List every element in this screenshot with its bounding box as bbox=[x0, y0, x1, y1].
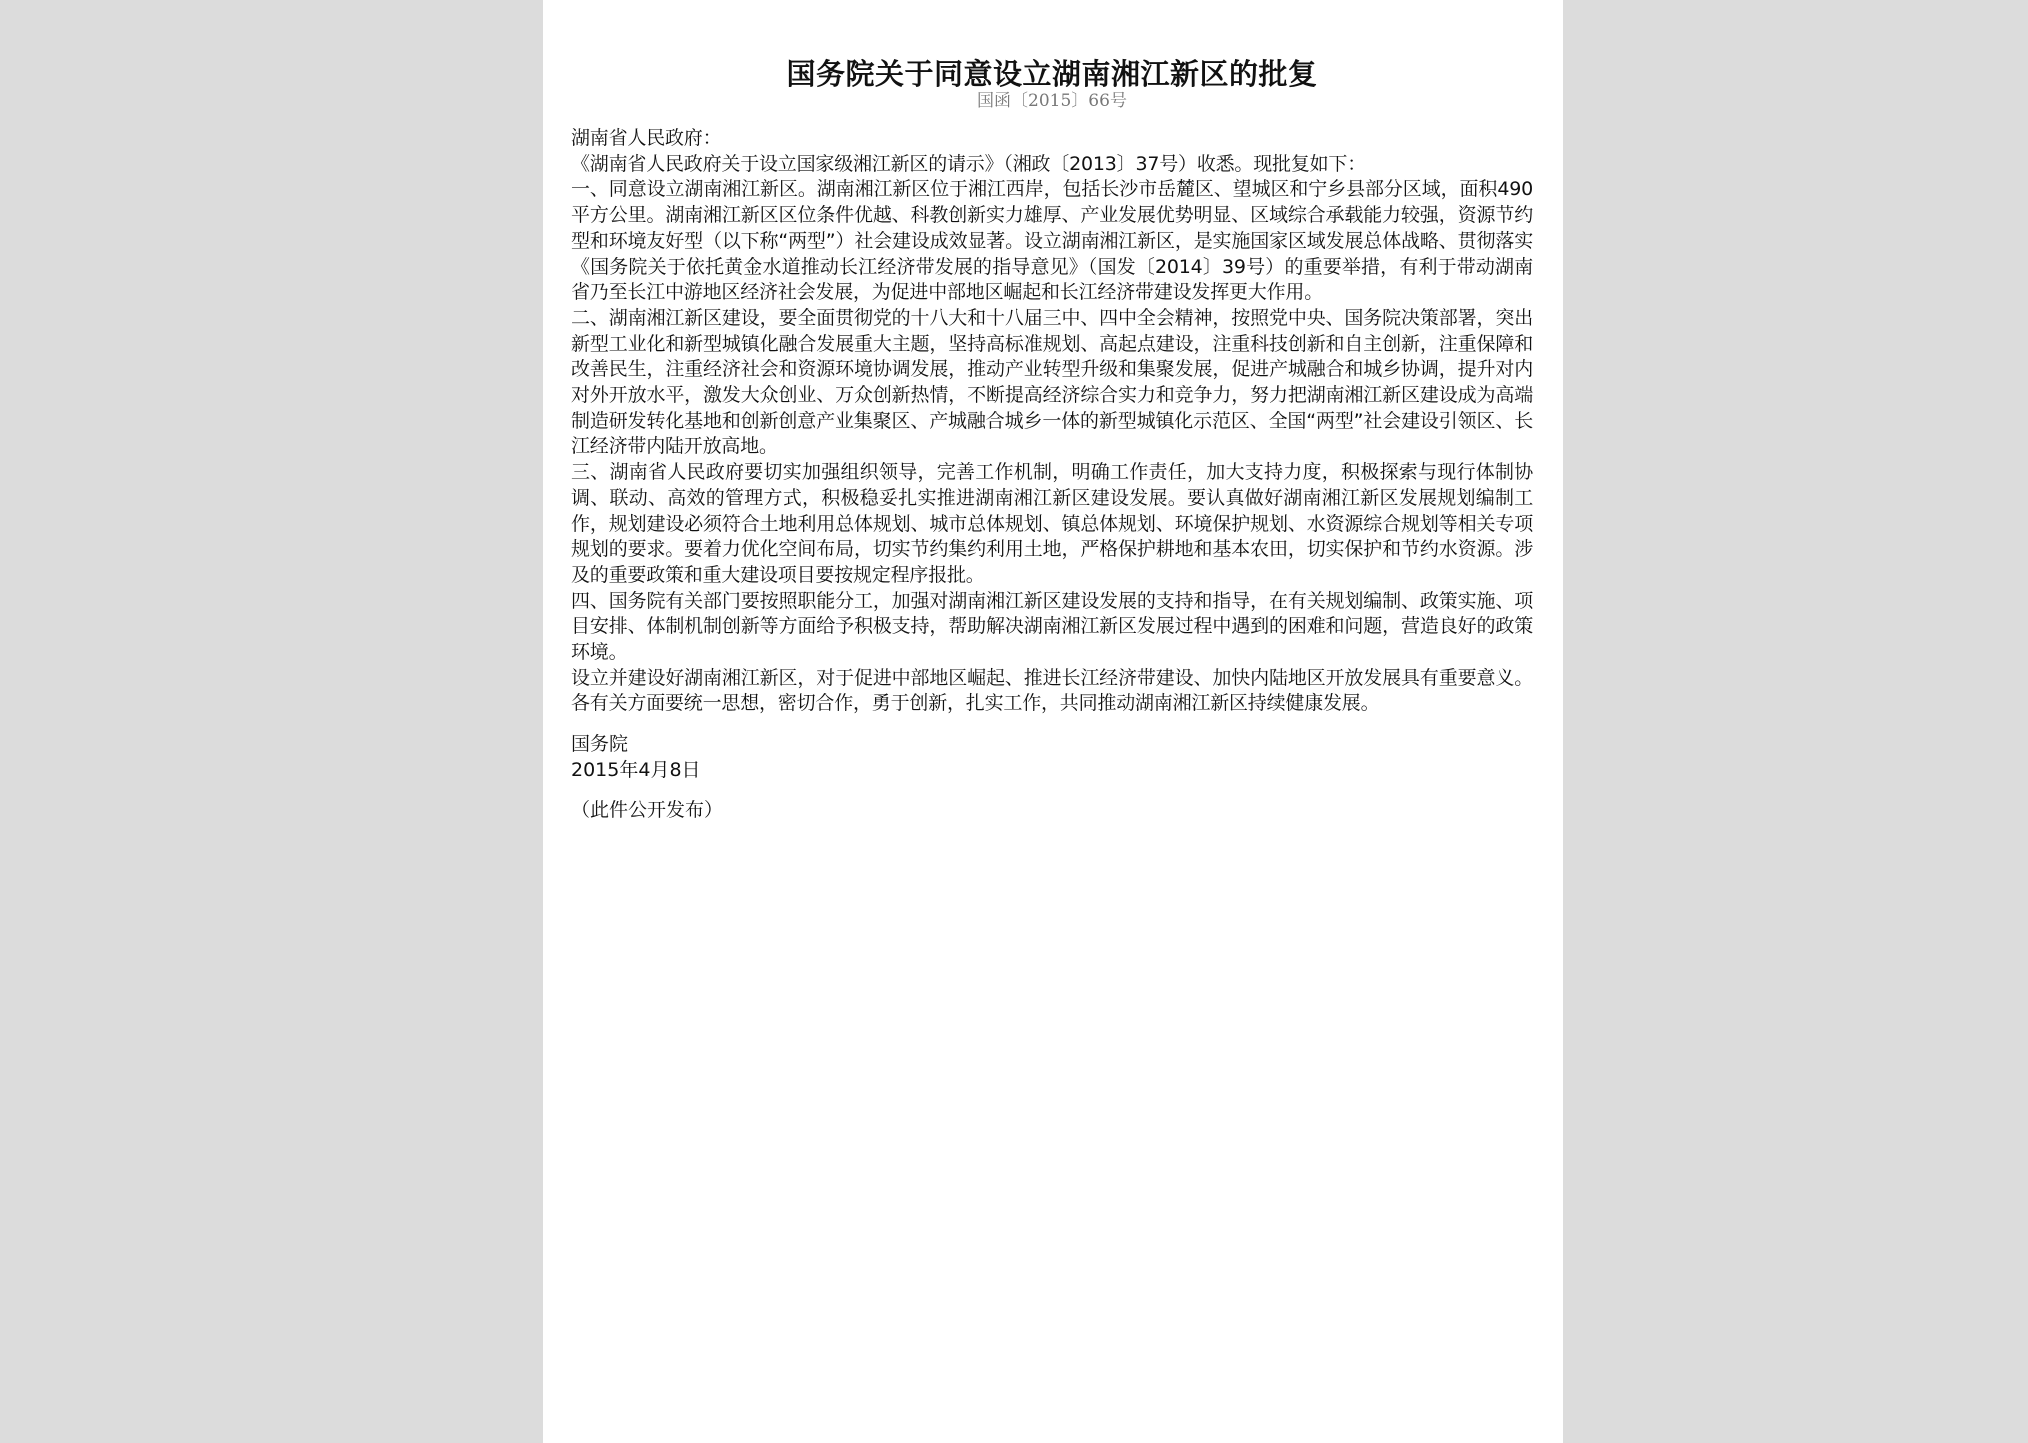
paragraph-section-4: 四、国务院有关部门要按照职能分工，加强对湖南湘江新区建设发展的支持和指导，在有关规划编制、政策实施、项目安排、体制机制创新等方面给予积极支持，帮助解决湖南湘江新区发展过程中遇到的困难和问题，营造良好的政策环境。 bbox=[571, 589, 1533, 664]
publication-note: （此件公开发布） bbox=[571, 799, 724, 822]
salutation: 湖南省人民政府： bbox=[571, 127, 722, 149]
signature-block bbox=[571, 731, 1533, 783]
paragraph-closing: 设立并建设好湖南湘江新区，对于促进中部地区崛起、推进长江经济带建设、加快内陆地区开放发展具有重要意义。各有关方面要统一思想，密切合作，勇于创新，扎实工作，共同推动湖南湘江新区持续健康发展。 bbox=[571, 666, 1533, 715]
paragraph-section-1: 一、同意设立湖南湘江新区。湖南湘江新区位于湘江西岸，包括长沙市岳麓区、望城区和宁乡县部分区域，面积490平方公里。湖南湘江新区区位条件优越、科教创新实力雄厚、产业发展优势明显、区域综合承载能力较强，资源节约型和环境友好型（以下称“两型”）社会建设成效显著。设立湖南湘江新区，是实施国家区域发展总体战略、贯彻落实《国务院关于依托黄金水道推动长江经济带发展的指导意见》（国发〔2014〕39号）的重要举措，有利于带动湖南省乃至长江中游地区经济社会发展，为促进中部地区崛起和长江经济带建设发挥更大作用。 bbox=[571, 178, 1533, 304]
paragraph-request-receipt: 《湖南省人民政府关于设立国家级湘江新区的请示》（湘政〔2013〕37号）收悉。现批复如下： bbox=[571, 152, 1367, 175]
signatory: 国务院 bbox=[571, 733, 629, 756]
document-date: 2015年4月8日 bbox=[571, 759, 701, 782]
document-body bbox=[571, 126, 1533, 717]
document-page bbox=[543, 0, 1563, 1443]
document-title: 国务院关于同意设立湖南湘江新区的批复 bbox=[786, 57, 1318, 91]
paragraph-section-2: 二、湖南湘江新区建设，要全面贯彻党的十八大和十八届三中、四中全会精神，按照党中央、国务院决策部署，突出新型工业化和新型城镇化融合发展重大主题，坚持高标准规划、高起点建设，注重科技创新和自主创新，注重保障和改善民生，注重经济社会和资源环境协调发展，推动产业转型升级和集聚发展，促进产城融合和城乡协调，提升对内对外开放水平，激发大众创业、万众创新热情，不断提高经济综合实力和竞争力，努力把湖南湘江新区建设成为高端制造研发转化基地和创新创意产业集聚区、产城融合城乡一体的新型城镇化示范区、全国“两型”社会建设引领区、长江经济带内陆开放高地。 bbox=[571, 306, 1533, 458]
paragraph-section-3: 三、湖南省人民政府要切实加强组织领导，完善工作机制，明确工作责任，加大支持力度，积极探索与现行体制协调、联动、高效的管理方式，积极稳妥扎实推进湖南湘江新区建设发展。要认真做好湖南湘江新区发展规划编制工作，规划建设必须符合土地利用总体规划、城市总体规划、镇总体规划、环境保护规划、水资源综合规划等相关专项规划的要求。要着力优化空间布局，切实节约集约利用土地，严格保护耕地和基本农田，切实保护和节约水资源。涉及的重要政策和重大建设项目要按规定程序报批。 bbox=[571, 461, 1533, 586]
document-number: 国函〔2015〕66号 bbox=[977, 91, 1127, 111]
